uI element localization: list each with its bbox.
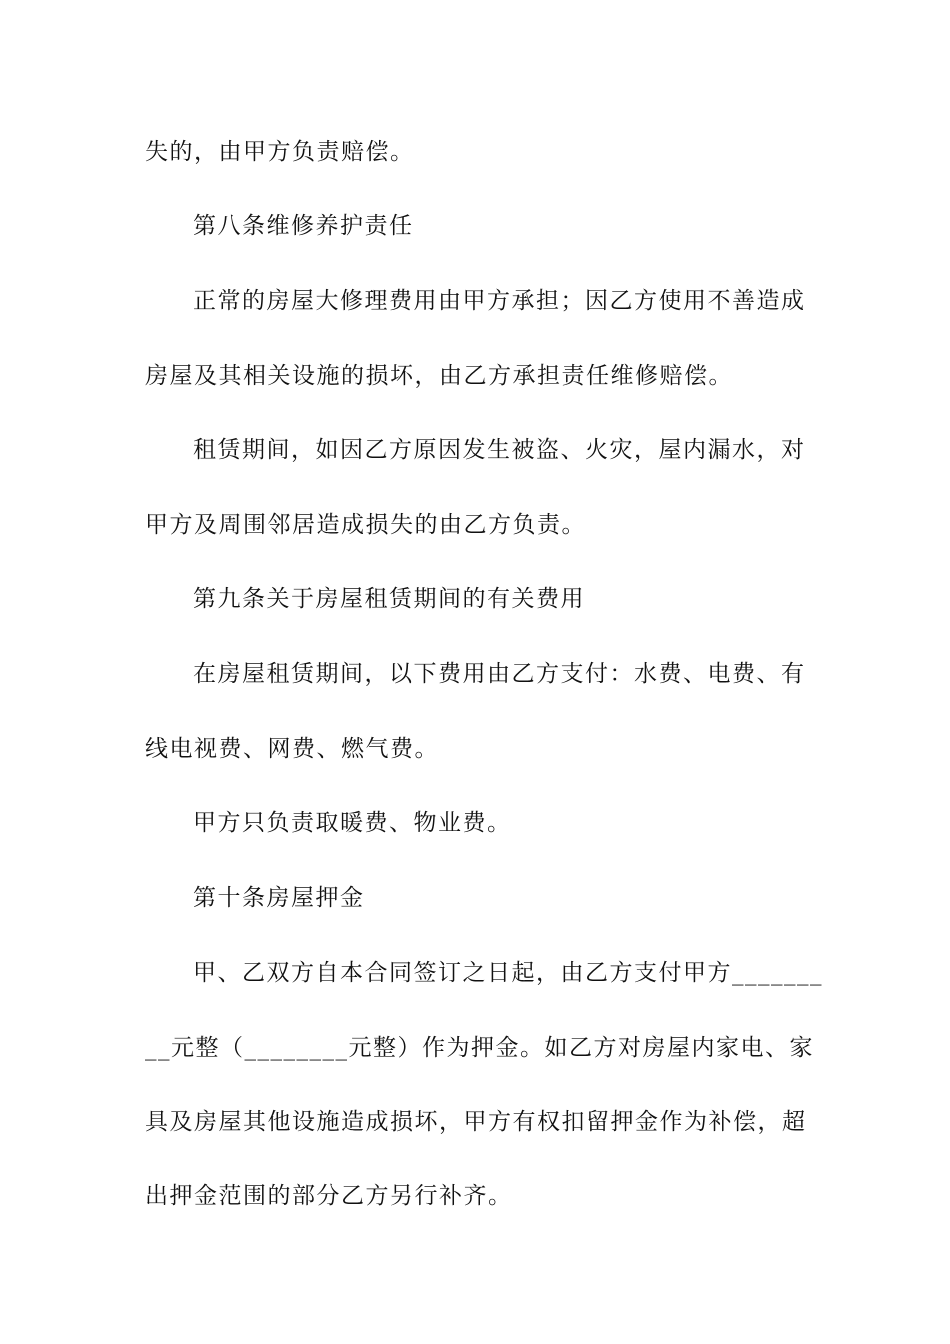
- text-line: 在房屋租赁期间，以下费用由乙方支付：水费、电费、有: [193, 661, 806, 687]
- text-line: 甲方及周围邻居造成损失的由乙方负责。: [145, 512, 586, 538]
- text-line: 具及房屋其他设施造成损坏，甲方有权扣留押金作为补偿，超: [145, 1109, 807, 1135]
- text-line: 线电视费、网费、燃气费。: [145, 736, 439, 762]
- text-line: 出押金范围的部分乙方另行补齐。: [145, 1183, 513, 1209]
- text-line: 甲方只负责取暖费、物业费。: [193, 810, 512, 836]
- text-line: 房屋及其相关设施的损坏，由乙方承担责任维修赔偿。: [145, 363, 733, 389]
- article-heading: 第九条关于房屋租赁期间的有关费用: [193, 586, 585, 612]
- text-line: 甲、乙双方自本合同签订之日起，由乙方支付甲方_______: [193, 960, 823, 986]
- article-heading: 第十条房屋押金: [193, 885, 365, 911]
- text-line: 失的，由甲方负责赔偿。: [145, 139, 415, 165]
- text-line: 租赁期间，如因乙方原因发生被盗、火灾，屋内漏水，对: [193, 437, 806, 463]
- article-heading: 第八条维修养护责任: [193, 213, 414, 239]
- text-line: 正常的房屋大修理费用由甲方承担；因乙方使用不善造成: [193, 288, 806, 314]
- text-line: __元整（________元整）作为押金。如乙方对房屋内家电、家: [145, 1035, 814, 1061]
